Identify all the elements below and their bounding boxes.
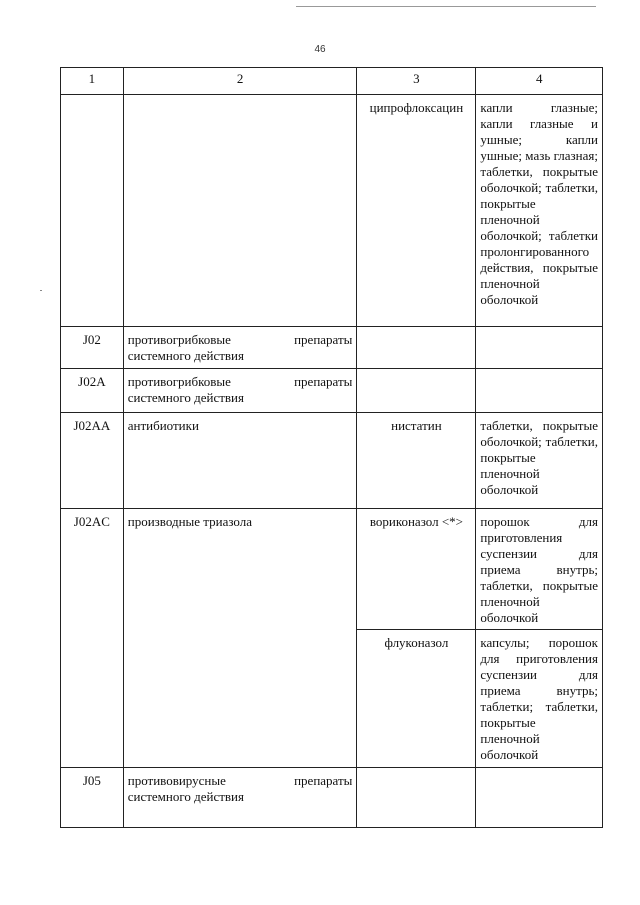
dosage-form-cell bbox=[476, 327, 603, 369]
group-name-cell: противогрибковые препараты системного действия bbox=[123, 327, 357, 369]
drug-table bbox=[60, 67, 603, 828]
group-name-cell bbox=[123, 95, 357, 327]
table-row bbox=[61, 369, 603, 413]
drug-name-cell: флуконазол bbox=[357, 630, 476, 768]
table-row bbox=[61, 327, 603, 369]
dosage-form-cell: таблетки, покрытые оболочкой; таблетки, покрытые пленочной оболочкой bbox=[476, 413, 603, 509]
table-row bbox=[61, 95, 603, 327]
drug-name-cell: ципрофлоксацин bbox=[357, 95, 476, 327]
drug-name-cell bbox=[357, 768, 476, 828]
table-row bbox=[61, 768, 603, 828]
group-name-cell: антибиотики bbox=[123, 413, 357, 509]
dosage-form-cell: порошок для приготовления суспензии для приема внутрь; таблетки, покрытые пленочной оболочкой bbox=[476, 509, 603, 630]
group-name-cell: противогрибковые препараты системного действия bbox=[123, 369, 357, 413]
header-rule bbox=[296, 6, 596, 7]
dosage-form-cell: капсулы; порошок для приготовления суспензии для приема внутрь; таблетки; таблетки, покрытые пленочной оболочкой bbox=[476, 630, 603, 768]
group-name-cell: производные триазола bbox=[123, 509, 357, 768]
column-header-4: 4 bbox=[476, 68, 603, 95]
drug-name-cell: вориконазол <*> bbox=[357, 509, 476, 630]
atc-code-cell: J05 bbox=[61, 768, 124, 828]
drug-name-cell bbox=[357, 327, 476, 369]
dosage-form-cell bbox=[476, 768, 603, 828]
table-header-row bbox=[61, 68, 603, 95]
atc-code-cell: J02AA bbox=[61, 413, 124, 509]
column-header-3: 3 bbox=[357, 68, 476, 95]
table-row bbox=[61, 509, 603, 630]
group-name-cell: противовирусные препараты системного действия bbox=[123, 768, 357, 828]
atc-code-cell: J02 bbox=[61, 327, 124, 369]
atc-code-cell bbox=[61, 95, 124, 327]
dosage-form-cell bbox=[476, 369, 603, 413]
column-header-2: 2 bbox=[123, 68, 357, 95]
drug-name-cell bbox=[357, 369, 476, 413]
scan-speck bbox=[40, 290, 42, 291]
atc-code-cell: J02AC bbox=[61, 509, 124, 768]
drug-name-cell: нистатин bbox=[357, 413, 476, 509]
column-header-1: 1 bbox=[61, 68, 124, 95]
dosage-form-cell: капли глазные; капли глазные и ушные; капли ушные; мазь глазная; таблетки, покрытые оболочкой; таблетки, покрытые пленочной оболочкой; таблетки пролонгированного действия, покрытые пленочной оболочкой bbox=[476, 95, 603, 327]
page-number: 46 bbox=[314, 44, 326, 55]
atc-code-cell: J02A bbox=[61, 369, 124, 413]
table-row bbox=[61, 413, 603, 509]
